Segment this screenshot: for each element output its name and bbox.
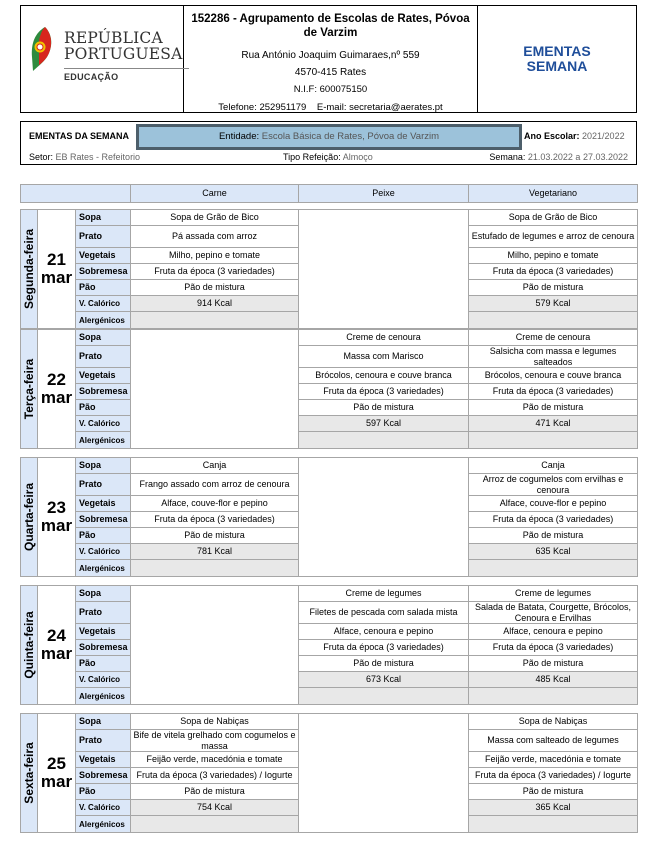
menu-cell-main-dish: Frango assado com arroz de cenoura: [131, 474, 298, 496]
menu-cell-allergens: [469, 688, 637, 704]
row-label-allergens: Alergénicos: [76, 312, 130, 328]
organization-info: [184, 6, 478, 112]
logo-text: REPÚBLICA PORTUGUESA: [64, 29, 183, 63]
weekday-text: Segunda-feira: [22, 228, 36, 310]
republica-portuguesa-logo: [21, 6, 184, 112]
row-label-dessert: Sobremesa: [76, 384, 130, 400]
vegetarian-column: [469, 330, 637, 448]
row-label-soup: Sopa: [76, 210, 130, 226]
day-month: mar: [40, 516, 73, 535]
fish-column: [299, 330, 469, 448]
row-labels: [76, 586, 131, 704]
portugal-flag-icon: [31, 27, 53, 71]
menu-cell-calories: 914 Kcal: [131, 296, 298, 312]
row-labels: [76, 210, 131, 328]
entity-box: Entidade: Escola Básica de Rates, Póvoa de Varzim: [136, 124, 522, 150]
menu-cell-main-dish: Salada de Batata, Courgette, Brócolos, Cenoura e Ervilhas: [469, 602, 637, 624]
fish-column: [299, 210, 469, 328]
menu-cell-calories: 597 Kcal: [299, 416, 468, 432]
menu-cell-soup: Sopa de Nabiças: [131, 714, 298, 730]
menu-cell-allergens: [469, 432, 637, 448]
menu-cell-calories: 635 Kcal: [469, 544, 637, 560]
menu-cell-main-dish: Arroz de cogumelos com ervilhas e cenoura: [469, 474, 637, 496]
row-label-calories: V. Calórico: [76, 672, 130, 688]
weekday-text: Quinta-feira: [22, 611, 36, 679]
menu-cell-main-dish: Bife de vitela grelhado com cogumelos e massa: [131, 730, 298, 752]
menu-cell-main-dish: Filetes de pescada com salada mista: [299, 602, 468, 624]
empty-menu-cell: [299, 458, 468, 576]
meat-column: [131, 210, 299, 328]
day-date: [38, 458, 76, 576]
menu-cell-bread: Pão de mistura: [131, 784, 298, 800]
menu-cell-vegetables: Brócolos, cenoura e couve branca: [299, 368, 468, 384]
menu-cell-dessert: Fruta da época (3 variedades): [469, 264, 637, 280]
menu-cell-soup: Creme de cenoura: [469, 330, 637, 346]
menu-cell-dessert: Fruta da época (3 variedades): [469, 512, 637, 528]
menu-cell-dessert: Fruta da época (3 variedades) / Iogurte: [131, 768, 298, 784]
menu-cell-main-dish: Massa com Marisco: [299, 346, 468, 368]
menu-cell-vegetables: Brócolos, cenoura e couve branca: [469, 368, 637, 384]
school-year: Ano Escolar: 2021/2022: [524, 131, 625, 141]
weekday-text: Sexta-feira: [22, 742, 36, 804]
menu-cell-dessert: Fruta da época (3 variedades): [299, 640, 468, 656]
weekday-text: Terça-feira: [22, 358, 36, 420]
row-label-main-dish: Prato: [76, 226, 130, 248]
row-label-vegetables: Vegetais: [76, 496, 130, 512]
menu-cell-soup: Sopa de Grão de Bico: [469, 210, 637, 226]
weekday-label: [21, 714, 38, 832]
row-label-calories: V. Calórico: [76, 800, 130, 816]
menu-cell-soup: Canja: [469, 458, 637, 474]
document-header: [20, 5, 637, 113]
row-label-bread: Pão: [76, 784, 130, 800]
row-label-soup: Sopa: [76, 714, 130, 730]
menu-cell-calories: 673 Kcal: [299, 672, 468, 688]
menu-cell-bread: Pão de mistura: [469, 528, 637, 544]
day-month: mar: [40, 388, 73, 407]
menu-cell-calories: 471 Kcal: [469, 416, 637, 432]
menu-cell-allergens: [299, 432, 468, 448]
day-number: 22: [47, 370, 66, 389]
row-label-allergens: Alergénicos: [76, 432, 130, 448]
sector: Setor: EB Rates - Refeitorio: [29, 152, 141, 162]
row-label-soup: Sopa: [76, 458, 130, 474]
row-label-allergens: Alergénicos: [76, 816, 130, 832]
meat-column: [131, 586, 299, 704]
menu-cell-calories: 781 Kcal: [131, 544, 298, 560]
menu-cell-dessert: Fruta da época (3 variedades) / Iogurte: [469, 768, 637, 784]
menu-cell-vegetables: Feijão verde, macedónia e tomate: [131, 752, 298, 768]
day-number: 24: [47, 626, 66, 645]
column-header-fish: Peixe: [299, 185, 469, 202]
menu-cell-vegetables: Feijão verde, macedónia e tomate: [469, 752, 637, 768]
menu-cell-allergens: [469, 312, 637, 328]
meat-column: [131, 330, 299, 448]
logo-subtitle: EDUCAÇÃO: [64, 72, 119, 82]
fish-column: [299, 458, 469, 576]
menu-cell-main-dish: Salsicha com massa e legumes salteados: [469, 346, 637, 368]
row-labels: [76, 714, 131, 832]
row-label-dessert: Sobremesa: [76, 264, 130, 280]
menu-cell-main-dish: Estufado de legumes e arroz de cenoura: [469, 226, 637, 248]
day-number: 23: [47, 498, 66, 517]
weekday-label: [21, 330, 38, 448]
menu-cell-main-dish: Pá assada com arroz: [131, 226, 298, 248]
menu-cell-dessert: Fruta da época (3 variedades): [469, 640, 637, 656]
day-month: mar: [40, 268, 73, 287]
menu-cell-bread: Pão de mistura: [299, 656, 468, 672]
row-label-bread: Pão: [76, 280, 130, 296]
row-label-dessert: Sobremesa: [76, 512, 130, 528]
meat-column: [131, 458, 299, 576]
menu-cell-vegetables: Milho, pepino e tomate: [469, 248, 637, 264]
entity-value: Escola Básica de Rates, Póvoa de Varzim: [261, 131, 440, 142]
row-label-calories: V. Calórico: [76, 544, 130, 560]
row-label-vegetables: Vegetais: [76, 752, 130, 768]
menu-cell-allergens: [469, 560, 637, 576]
row-label-bread: Pão: [76, 400, 130, 416]
row-label-bread: Pão: [76, 528, 130, 544]
day-date: [38, 586, 76, 704]
menu-cell-vegetables: Alface, couve-flor e pepino: [469, 496, 637, 512]
weekday-text: Quarta-feira: [22, 482, 36, 552]
menu-cell-vegetables: Alface, couve-flor e pepino: [131, 496, 298, 512]
menu-cell-bread: Pão de mistura: [469, 784, 637, 800]
meat-column: [131, 714, 299, 832]
row-label-main-dish: Prato: [76, 346, 130, 368]
vegetarian-column: [469, 210, 637, 328]
weekday-label: [21, 458, 38, 576]
empty-menu-cell: [299, 714, 468, 832]
menu-cell-main-dish: Massa com salteado de legumes: [469, 730, 637, 752]
row-label-vegetables: Vegetais: [76, 624, 130, 640]
row-label-calories: V. Calórico: [76, 296, 130, 312]
day-block-terça-feira: [20, 329, 638, 449]
organization-contacts: Telefone: 252951179 E-mail: secretaria@aerates.pt: [218, 102, 443, 113]
empty-menu-cell: [131, 586, 298, 704]
column-header-vegetarian: Vegetariano: [528, 188, 578, 198]
row-label-bread: Pão: [76, 656, 130, 672]
fish-column: [299, 586, 469, 704]
row-label-dessert: Sobremesa: [76, 640, 130, 656]
menu-cell-bread: Pão de mistura: [131, 280, 298, 296]
day-date: [38, 330, 76, 448]
day-month: mar: [40, 644, 73, 663]
menu-cell-allergens: [469, 816, 637, 832]
column-header-meat: Carne: [131, 185, 299, 202]
empty-menu-cell: [299, 210, 468, 328]
section-title: EMENTAS DA SEMANA: [29, 131, 130, 141]
row-label-main-dish: Prato: [76, 602, 130, 624]
weekday-label: [21, 210, 38, 328]
column-header-blank: [21, 185, 131, 202]
day-block-sexta-feira: [20, 713, 638, 833]
row-label-soup: Sopa: [76, 586, 130, 602]
menu-cell-bread: Pão de mistura: [469, 656, 637, 672]
menu-cell-calories: 754 Kcal: [131, 800, 298, 816]
fish-column: [299, 714, 469, 832]
week-range: Semana: 21.03.2022 a 27.03.2022: [489, 152, 628, 162]
menu-cell-bread: Pão de mistura: [131, 528, 298, 544]
day-block-segunda-feira: [20, 209, 638, 329]
logo-divider: [64, 68, 189, 69]
menu-cell-allergens: [299, 688, 468, 704]
menu-cell-vegetables: Alface, cenoura e pepino: [469, 624, 637, 640]
menu-cell-vegetables: Alface, cenoura e pepino: [299, 624, 468, 640]
document-title: EMENTAS SEMANA: [523, 43, 591, 74]
menu-cell-allergens: [131, 312, 298, 328]
menu-cell-dessert: Fruta da época (3 variedades): [131, 264, 298, 280]
row-label-calories: V. Calórico: [76, 416, 130, 432]
menu-cell-dessert: Fruta da época (3 variedades): [469, 384, 637, 400]
day-block-quinta-feira: [20, 585, 638, 705]
row-label-allergens: Alergénicos: [76, 688, 130, 704]
vegetarian-column: [469, 714, 637, 832]
weekday-label: [21, 586, 38, 704]
day-block-quarta-feira: [20, 457, 638, 577]
organization-postal-code: 4570-415 Rates: [294, 67, 367, 78]
row-label-dessert: Sobremesa: [76, 768, 130, 784]
row-labels: [76, 458, 131, 576]
menu-cell-bread: Pão de mistura: [299, 400, 468, 416]
day-number: 21: [47, 250, 66, 269]
menu-cell-calories: 579 Kcal: [469, 296, 637, 312]
menu-cell-soup: Canja: [131, 458, 298, 474]
menu-cell-dessert: Fruta da época (3 variedades): [299, 384, 468, 400]
menu-cell-vegetables: Milho, pepino e tomate: [131, 248, 298, 264]
menu-cell-dessert: Fruta da época (3 variedades): [131, 512, 298, 528]
organization-name: 152286 - Agrupamento de Escolas de Rates, Póvoa de Varzim: [191, 13, 470, 39]
row-label-vegetables: Vegetais: [76, 368, 130, 384]
row-label-main-dish: Prato: [76, 474, 130, 496]
menu-cell-allergens: [131, 560, 298, 576]
menu-cell-calories: 485 Kcal: [469, 672, 637, 688]
menu-cell-bread: Pão de mistura: [469, 280, 637, 296]
row-labels: [76, 330, 131, 448]
menu-cell-calories: 365 Kcal: [469, 800, 637, 816]
menu-info-bar: [20, 121, 637, 165]
day-number: 25: [47, 754, 66, 773]
day-date: [38, 714, 76, 832]
menu-cell-bread: Pão de mistura: [469, 400, 637, 416]
row-label-main-dish: Prato: [76, 730, 130, 752]
row-label-vegetables: Vegetais: [76, 248, 130, 264]
vegetarian-column: [469, 586, 637, 704]
organization-address: Rua António Joaquim Guimaraes,nº 559: [241, 50, 420, 61]
menu-cell-allergens: [131, 816, 298, 832]
empty-menu-cell: [131, 330, 298, 448]
row-label-allergens: Alergénicos: [76, 560, 130, 576]
menu-column-header: [20, 184, 638, 203]
menu-cell-soup: Creme de legumes: [299, 586, 468, 602]
menu-cell-soup: Sopa de Nabiças: [469, 714, 637, 730]
day-date: [38, 210, 76, 328]
menu-cell-soup: Sopa de Grão de Bico: [131, 210, 298, 226]
organization-nif: N.I.F: 600075150: [293, 84, 368, 95]
row-label-soup: Sopa: [76, 330, 130, 346]
vegetarian-column: [469, 458, 637, 576]
day-month: mar: [40, 772, 73, 791]
menu-cell-soup: Creme de legumes: [469, 586, 637, 602]
menu-cell-soup: Creme de cenoura: [299, 330, 468, 346]
meal-type: Tipo Refeição: Almoço: [283, 152, 373, 162]
